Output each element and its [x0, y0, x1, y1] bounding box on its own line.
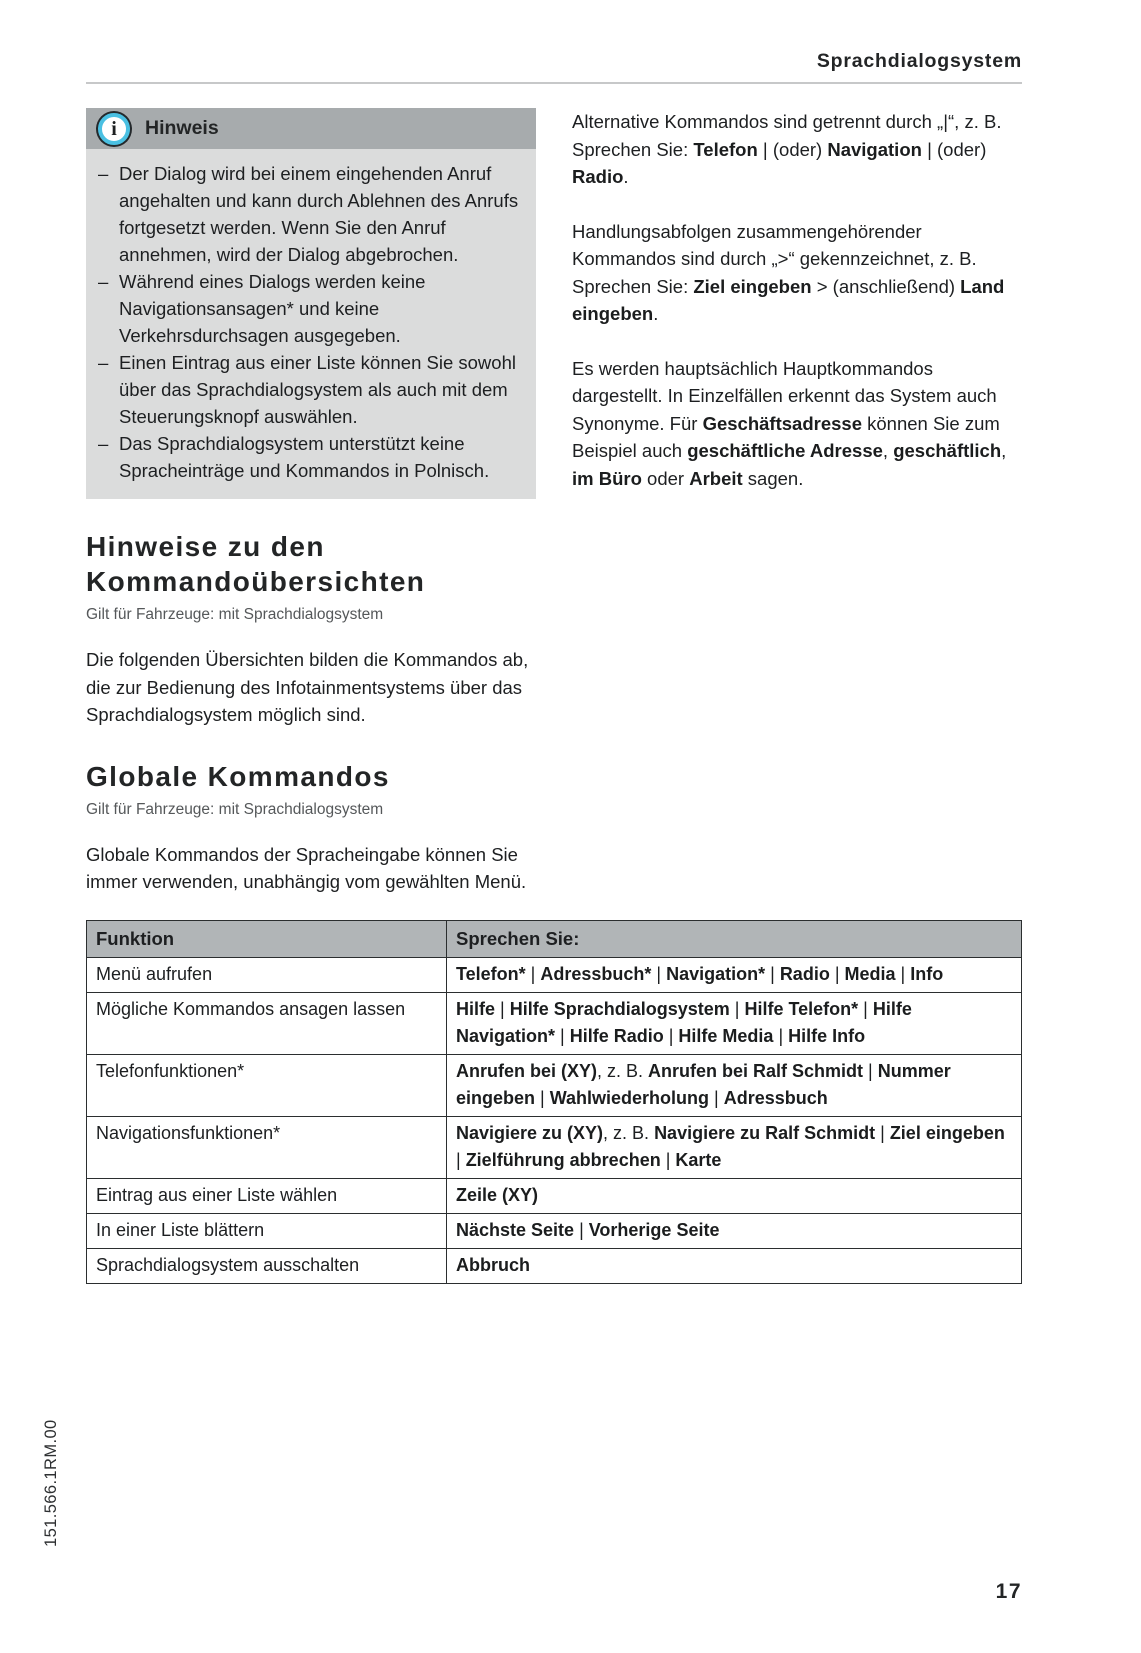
note-item-dash: – [98, 352, 109, 373]
table-row [87, 1178, 1022, 1213]
note-item-text: Während eines Dialogs werden keine Navigationsansagen* und keine Verkehrsdurchsagen ausgegeben. [119, 271, 426, 346]
two-column-area [86, 108, 1022, 896]
left-column [86, 108, 536, 896]
note-box-body [86, 149, 536, 499]
note-box-header [86, 108, 536, 149]
info-icon: i [98, 113, 130, 145]
cell-funktion: Telefonfunktionen* [87, 1054, 447, 1116]
section-applies: Gilt für Fahrzeuge: mit Sprachdialogsystem [86, 800, 384, 818]
table-row [87, 992, 1022, 1054]
table-row [87, 1248, 1022, 1283]
page-content [86, 0, 1022, 1284]
header-rule [86, 82, 1022, 84]
section-globale-kommandos [86, 759, 536, 896]
page-number: 17 [995, 1580, 1022, 1603]
note-item-text: Der Dialog wird bei einem eingehenden Anruf angehalten und kann durch Ablehnen des Anrufs fortgesetzt werden. Wenn Sie den Anruf annehmen, wird der Dialog abgebrochen. [119, 163, 519, 265]
section-kommandouebersichten [86, 529, 536, 729]
cell-sprechen: Anrufen bei (XY), z. B. Anrufen bei Ralf Schmidt | Nummer eingeben | Wahlwiederholung | Adressbuch [447, 1054, 1022, 1116]
page-header [86, 0, 1022, 73]
cell-funktion: In einer Liste blättern [87, 1213, 447, 1248]
note-item-dash: – [98, 433, 109, 454]
section-title: Globale Kommandos [86, 760, 390, 792]
cell-funktion: Eintrag aus einer Liste wählen [87, 1178, 447, 1213]
section-title: Hinweise zu den Kommandoübersichten [86, 531, 426, 597]
vertical-part-number: 151.566.1RM.00 [42, 1419, 60, 1547]
paragraph-alternative-kommandos: Alternative Kommandos sind getrennt durch „|“, z. B. Sprechen Sie: Telefon | (oder) Navigation | (oder) Radio. [572, 111, 1002, 187]
cell-funktion: Navigationsfunktionen* [87, 1116, 447, 1178]
right-column [572, 108, 1022, 896]
table-row [87, 1054, 1022, 1116]
note-item [98, 349, 524, 430]
table-header-row [87, 920, 1022, 957]
note-item-dash: – [98, 271, 109, 292]
note-item [98, 430, 524, 484]
cell-funktion: Mögliche Kommandos ansagen lassen [87, 992, 447, 1054]
table-row [87, 1116, 1022, 1178]
note-item [98, 160, 524, 268]
section-paragraph: Die folgenden Übersichten bilden die Kommandos ab, die zur Bedienung des Infotainmentsystems über das Sprachdialogsystem möglich sind. [86, 649, 529, 725]
cell-sprechen: Navigiere zu (XY), z. B. Navigiere zu Ralf Schmidt | Ziel eingeben | Zielführung abbrechen | Karte [447, 1116, 1022, 1178]
cell-sprechen: Abbruch [447, 1248, 1022, 1283]
paragraph-hauptkommandos: Es werden hauptsächlich Hauptkommandos dargestellt. In Einzelfällen erkennt das System auch Synonyme. Für Geschäftsadresse können Sie zum Beispiel auch geschäftliche Adresse, geschäftlich, im Büro oder Arbeit sagen. [572, 357, 1007, 489]
cell-funktion: Sprachdialogsystem ausschalten [87, 1248, 447, 1283]
section-applies: Gilt für Fahrzeuge: mit Sprachdialogsystem [86, 606, 384, 623]
table-header-sprechen: Sprechen Sie: [447, 920, 1022, 957]
section-paragraph: Globale Kommandos der Spracheingabe können Sie immer verwenden, unabhängig vom gewählten Menü. [86, 843, 527, 892]
note-box [86, 108, 536, 499]
cell-sprechen: Hilfe | Hilfe Sprachdialogsystem | Hilfe Telefon* | Hilfe Navigation* | Hilfe Radio | Hilfe Media | Hilfe Info [447, 992, 1022, 1054]
table-row [87, 957, 1022, 992]
paragraph-handlungsabfolgen: Handlungsabfolgen zusammengehörender Kommandos sind durch „>“ gekennzeichnet, z. B. Sprechen Sie: Ziel eingeben > (anschließend) Land eingeben. [572, 220, 1005, 324]
table-header-funktion: Funktion [87, 920, 447, 957]
global-commands-table [86, 920, 1022, 1284]
cell-sprechen: Telefon* | Adressbuch* | Navigation* | Radio | Media | Info [447, 957, 1022, 992]
note-box-title: Hinweis [145, 117, 219, 139]
page-title: Sprachdialogsystem [816, 50, 1022, 72]
note-item-text: Einen Eintrag aus einer Liste können Sie sowohl über das Sprachdialogsystem als auch mit dem Steuerungsknopf auswählen. [119, 352, 516, 427]
cell-sprechen: Nächste Seite | Vorherige Seite [447, 1213, 1022, 1248]
table-row [87, 1213, 1022, 1248]
note-item-text: Das Sprachdialogsystem unterstützt keine Spracheinträge und Kommandos in Polnisch. [119, 433, 490, 481]
note-item-dash: – [98, 163, 109, 184]
cell-funktion: Menü aufrufen [87, 957, 447, 992]
cell-sprechen: Zeile (XY) [447, 1178, 1022, 1213]
note-item [98, 268, 524, 349]
